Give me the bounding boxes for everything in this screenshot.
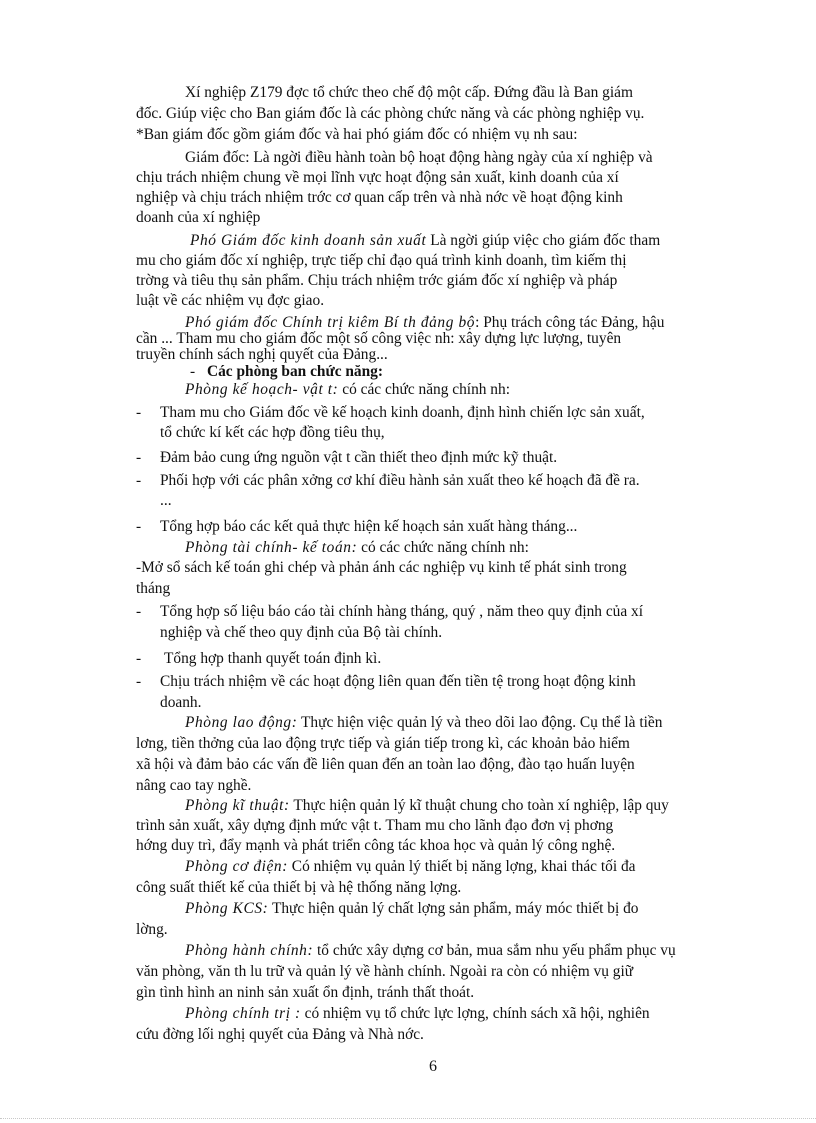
admin-line-1-text: tổ chức xây dựng cơ bản, mua sắm nhu yếu phẩm phục vụ xyxy=(313,942,676,959)
bullet-dash: - xyxy=(136,449,142,466)
admin-line-3: gìn tình hình an ninh sản xuất ổn định, tránh thất thoát. xyxy=(136,984,475,1001)
political-title: Phòng chính trị : xyxy=(185,1005,301,1022)
finance-bullet-1-line-1: Tổng hợp số liệu báo cáo tài chính hàng tháng, quý , năm theo quy định của xí xyxy=(160,603,644,620)
finance-para-line-1: -Mở sổ sách kế toán ghi chép và phản ánh các nghiệp vụ kinh tế phát sinh trong xyxy=(136,559,627,576)
director-line-2: chịu trách nhiệm chung về mọi lĩnh vực hoạt động sản xuất, kinh doanh của xí xyxy=(136,169,619,186)
director-line-4: doanh của xí nghiệp xyxy=(136,209,261,226)
kcs-line-1-text: Thực hiện quản lý chất lợng sản phẩm, máy móc thiết bị đo xyxy=(268,900,639,917)
director-line-3: nghiệp và chịu trách nhiệm trớc cơ quan cấp trên và nhà nớc về hoạt động kinh xyxy=(136,189,623,206)
vice-business-line-1 xyxy=(190,232,660,250)
bullet-dash: - xyxy=(136,518,142,535)
departments-heading: Các phòng ban chức năng: xyxy=(207,363,384,380)
planning-bullet-3-line-2: ... xyxy=(160,492,172,509)
technical-line-2: trình sản xuất, xây dựng định mức vật t. Tham mu cho lãnh đạo đơn vị phơng xyxy=(136,817,614,834)
kcs-line-1 xyxy=(185,900,639,918)
vice-business-line-2: mu cho giám đốc xí nghiệp, trực tiếp chỉ đạo quá trình kinh doanh, tìm kiếm thị xyxy=(136,252,627,269)
bullet-dash: - xyxy=(136,673,142,690)
finance-bullet-2: Tổng hợp thanh quyết toán định kì. xyxy=(164,650,382,667)
political-line-1 xyxy=(185,1005,650,1023)
technical-line-1-text: Thực hiện quản lý kĩ thuật chung cho toàn xí nghiệp, lập quy xyxy=(289,797,669,814)
vice-political-title: Phó giám đốc Chính trị kiêm Bí th đảng bộ xyxy=(185,314,476,331)
vice-business-line-4: luật về các nhiệm vụ đợc giao. xyxy=(136,292,325,309)
admin-line-2: văn phòng, văn th lu trữ và quản lý về hành chính. Ngoài ra còn có nhiệm vụ giữ xyxy=(136,963,634,980)
finance-intro xyxy=(185,539,529,557)
electromech-line-2: công suất thiết kế của thiết bị và hệ thống năng lợng. xyxy=(136,879,462,896)
kcs-line-2: lờng. xyxy=(136,921,168,938)
finance-bullet-3-line-2: doanh. xyxy=(160,694,202,711)
political-line-2: cứu đờng lối nghị quyết của Đảng và Nhà nớc. xyxy=(136,1026,424,1043)
labor-title: Phòng lao động: xyxy=(185,714,298,731)
vice-business-line-1-text: Là ngời giúp việc cho giám đốc tham xyxy=(426,232,661,249)
labor-line-4: nâng cao tay nghề. xyxy=(136,777,252,794)
political-line-1-text: có nhiệm vụ tổ chức lực lợng, chính sách xã hội, nghiên xyxy=(300,1005,650,1022)
bullet-dash: - xyxy=(136,603,142,620)
technical-line-3: hớng duy trì, đẩy mạnh và phát triển công tác khoa học và quản lý công nghệ. xyxy=(136,837,616,854)
electromech-line-1-text: Có nhiệm vụ quản lý thiết bị năng lợng, khai thác tối đa xyxy=(287,858,636,875)
planning-intro-text: có các chức năng chính nh: xyxy=(338,381,510,398)
labor-line-1 xyxy=(185,714,662,732)
vice-political-line-1-text: : Phụ trách công tác Đảng, hậu xyxy=(475,314,665,331)
intro-line-1: Xí nghiệp Z179 đợc tổ chức theo chế độ một cấp. Đứng đầu là Ban giám xyxy=(185,84,633,101)
page-bottom-border xyxy=(0,1118,816,1119)
planning-bullet-4: Tổng hợp báo các kết quả thực hiện kế hoạch sản xuất hàng tháng... xyxy=(160,518,578,535)
intro-line-3: *Ban giám đốc gồm giám đốc và hai phó giám đốc có nhiệm vụ nh sau: xyxy=(136,126,578,143)
finance-bullet-1-line-2: nghiệp và chế theo quy định của Bộ tài chính. xyxy=(160,624,443,641)
planning-bullet-1-line-2: tổ chức kí kết các hợp đồng tiêu thụ, xyxy=(160,424,385,441)
finance-title: Phòng tài chính- kế toán: xyxy=(185,539,358,556)
electromech-title: Phòng cơ điện: xyxy=(185,858,288,875)
bullet-dash: - xyxy=(136,472,142,489)
page-number: 6 xyxy=(429,1058,437,1075)
departments-heading-dash: - xyxy=(190,363,196,380)
intro-line-2: đốc. Giúp việc cho Ban giám đốc là các phòng chức năng và các phòng nghiệp vụ. xyxy=(136,105,645,122)
finance-intro-text: có các chức năng chính nh: xyxy=(357,539,529,556)
kcs-title: Phòng KCS: xyxy=(185,900,269,917)
admin-line-1 xyxy=(185,942,676,960)
bullet-dash: - xyxy=(136,404,142,421)
labor-line-1-text: Thực hiện việc quản lý và theo dõi lao động. Cụ thể là tiền xyxy=(297,714,663,731)
vice-business-line-3: trờng và tiêu thụ sản phẩm. Chịu trách nhiệm trớc giám đốc xí nghiệp và pháp xyxy=(136,272,618,289)
planning-bullet-3-line-1: Phối hợp với các phân xởng cơ khí điều hành sản xuất theo kế hoạch đã đề ra. xyxy=(160,472,640,489)
vice-political-line-2: cần ... Tham mu cho giám đốc một số công việc nh: xây dựng lực lượng, tuyên xyxy=(136,330,622,347)
planning-title: Phòng kế hoạch- vật t: xyxy=(185,381,339,398)
vice-business-title: Phó Giám đốc kinh doanh sản xuất xyxy=(190,232,427,249)
bullet-dash: - xyxy=(136,650,142,667)
labor-line-2: lơng, tiền thởng của lao động trực tiếp và gián tiếp trong kì, các khoản bảo hiểm xyxy=(136,735,630,752)
finance-bullet-3-line-1: Chịu trách nhiệm về các hoạt động liên quan đến tiền tệ trong hoạt động kinh xyxy=(160,673,636,690)
planning-bullet-1-line-1: Tham mu cho Giám đốc về kế hoạch kinh doanh, định hình chiến lợc sản xuất, xyxy=(160,404,645,421)
admin-title: Phòng hành chính: xyxy=(185,942,314,959)
technical-title: Phòng kĩ thuật: xyxy=(185,797,290,814)
electromech-line-1 xyxy=(185,858,635,876)
technical-line-1 xyxy=(185,797,669,815)
planning-intro xyxy=(185,381,510,399)
planning-bullet-2: Đảm bảo cung ứng nguồn vật t cần thiết theo định mức kỹ thuật. xyxy=(160,449,558,466)
finance-para-line-2: tháng xyxy=(136,580,171,597)
labor-line-3: xã hội và đảm bảo các vấn đề liên quan đến an toàn lao động, đào tạo huấn luyện xyxy=(136,756,635,773)
vice-political-line-3: truyền chính sách nghị quyết của Đảng... xyxy=(136,346,388,363)
director-line-1: Giám đốc: Là ngời điều hành toàn bộ hoạt động hàng ngày của xí nghiệp và xyxy=(185,149,653,166)
